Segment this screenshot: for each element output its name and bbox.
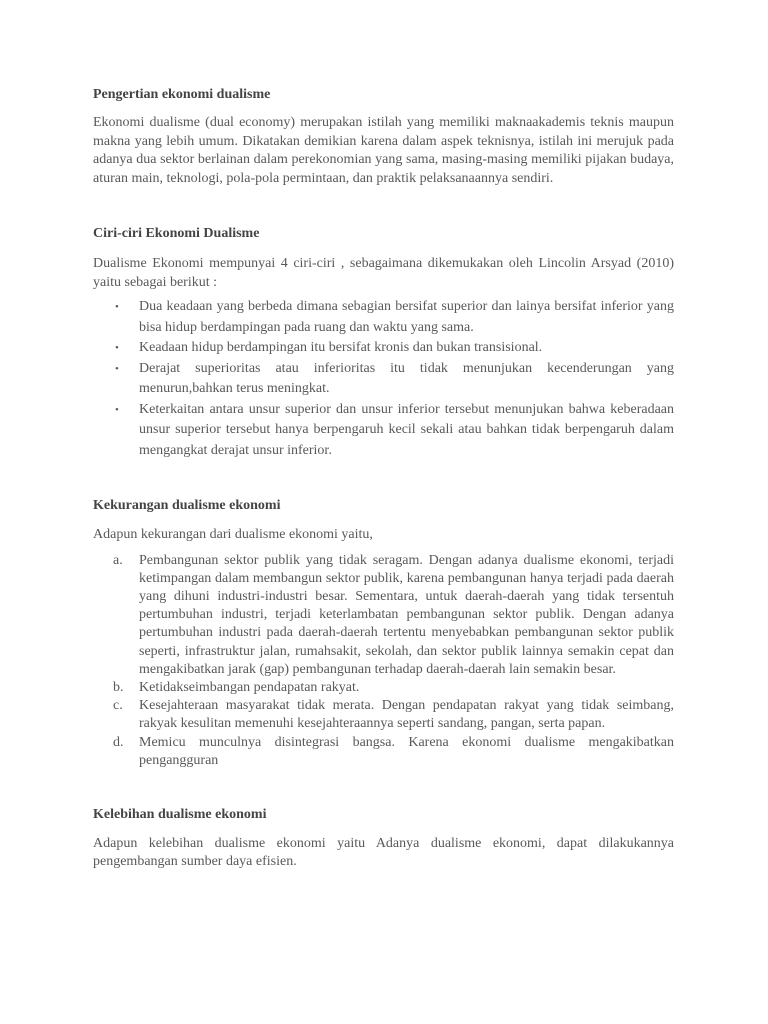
paragraph-pengertian: Ekonomi dualisme (dual economy) merupakan istilah yang memiliki maknaakademis teknis maupun makna yang lebih umum. Dikatakan demikian karena dalam aspek teknisnya, istilah ini merujuk pada adanya dua sektor berlainan dalam perekonomian yang sama, masing-masing memiliki pijakan budaya, aturan main, teknologi, pola-pola permintaan, dan praktik pelaksanaannya sendiri. [93,115,674,186]
kekurangan-list [93,552,674,770]
list-marker: d. [113,734,124,750]
list-item [93,338,674,359]
list-item [93,734,674,770]
ciri-ciri-list [93,297,674,461]
heading-kelebihan: Kelebihan dualisme ekonomi [93,806,267,822]
list-marker: a. [113,552,123,568]
list-item-text: Kesejahteraan masyarakat tidak merata. Dengan pendapatan rakyat yang tidak seimbang, rakyak kesulitan memenuhi kesejahteraannya seperti sandang, pangan, serta papan. [139,698,674,732]
bullet-marker: • [115,362,119,375]
heading-ciri-ciri: Ciri-ciri Ekonomi Dualisme [93,226,260,241]
document-page [93,86,674,872]
bullet-marker: • [115,342,119,354]
list-item-text: Keterkaitan antara unsur superior dan unsur inferior tersebut menunjukan bahwa keberadaan unsur superior tersebut hanya berpengaruh kecil sekali atau bahkan tidak berpengaruh dalam mengangkat derajat unsur inferior. [139,401,674,458]
list-item-text: Pembangunan sektor publik yang tidak seragam. Dengan adanya dualisme ekonomi, terjadi ketimpangan dalam membangun sektor publik, karena pembangunan hanya terjadi pada daerah yang dihuni industri-industri besar. Sementara, untuk daerah-daerah yang tidak tersentuh pertumbuhan industri, terjadi keterlambatan pembangunan sektor publik. Dengan adanya pertumbuhan industri pada daerah-daerah tertentu menyebabkan pembangunan sektor publik seperti, infrastruktur jalan, rumahsakit, sekolah, dan sektor publik lainnya semakin cepat dan mengakibatkan jarak (gap) pembangunan terhadap daerah-daerah lain semakin besar. [139,552,674,677]
heading-kekurangan: Kekurangan dualisme ekonomi [93,498,281,513]
list-item-text: Keadaan hidup berdampingan itu bersifat kronis dan bukan transisional. [139,340,543,355]
list-item [93,697,674,733]
heading-pengertian: Pengertian ekonomi dualisme [93,87,271,102]
paragraph-kekurangan-intro: Adapun kekurangan dari dualisme ekonomi yaitu, [93,527,373,542]
list-item [93,679,674,697]
bullet-marker: • [115,301,119,313]
list-marker: c. [113,698,123,714]
list-item-text: Memicu munculnya disintegrasi bangsa. Karena ekonomi dualisme mengakibatkan pengangguran [139,734,674,768]
list-item [93,297,674,338]
list-item-text: Derajat superioritas atau inferioritas itu tidak menunjukan kecenderungan yang menurun,bahkan terus meningkat. [139,360,674,396]
list-item-text: Ketidakseimbangan pendapatan rakyat. [139,679,360,695]
list-item [93,359,674,400]
bullet-marker: • [115,403,119,416]
paragraph-ciri-ciri-intro: Dualisme Ekonomi mempunyai 4 ciri-ciri , sebagaimana dikemukakan oleh Lincolin Arsyad (2010) yaitu sebagai berikut : [93,256,674,290]
list-item [93,552,674,679]
list-item-text: Dua keadaan yang berbeda dimana sebagian bersifat superior dan lainya bersifat inferior yang bisa hidup berdampingan pada ruang dan waktu yang sama. [139,299,674,335]
paragraph-kelebihan: Adapun kelebihan dualisme ekonomi yaitu Adanya dualisme ekonomi, dapat dilakukannya pengembangan sumber daya efisien. [93,835,674,870]
list-marker: b. [113,679,124,695]
list-item [93,400,674,462]
